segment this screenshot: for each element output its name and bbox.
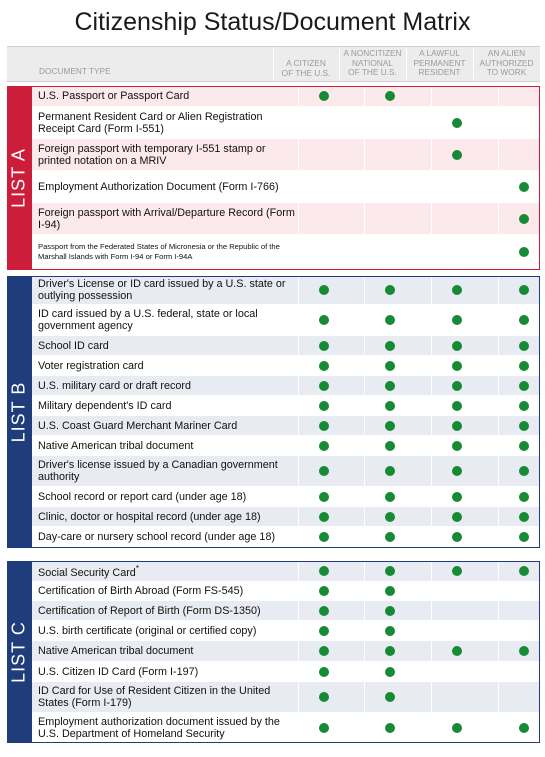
document-type-label: Driver's license issued by a Canadian government authority [38,459,278,483]
column-divider [298,507,299,526]
column-divider [431,527,432,547]
column-divider [364,203,365,234]
column-divider [298,641,299,661]
document-type-label: Military dependent's ID card [38,399,172,412]
column-divider [298,171,299,202]
column-divider [364,356,365,375]
column-divider [298,487,299,506]
list-c-section [7,561,540,743]
eligibility-dot-citizen [319,723,329,733]
header-alien-authorized: AN ALIEN AUTHORIZED TO WORK [479,48,534,77]
table-row [32,436,540,456]
table-row [32,487,540,507]
column-divider [431,601,432,620]
eligibility-dot-citizen [319,401,329,411]
column-divider [498,641,499,661]
column-divider [298,396,299,415]
column-divider [498,235,499,269]
eligibility-dot-alien-authorized [519,566,529,576]
eligibility-dot-citizen [319,315,329,325]
eligibility-dot-permanent-resident [452,315,462,325]
eligibility-dot-permanent-resident [452,466,462,476]
column-divider [498,436,499,455]
eligibility-dot-citizen [319,381,329,391]
column-divider [364,713,365,742]
eligibility-dot-noncitizen [385,466,395,476]
column-divider [431,107,432,138]
column-divider [364,235,365,269]
column-divider [498,86,499,106]
document-type-label: ID Card for Use of Resident Citizen in the United States (Form I-179) [38,685,271,709]
eligibility-dot-permanent-resident [452,492,462,502]
column-divider [364,276,365,304]
eligibility-dot-permanent-resident [452,441,462,451]
table-row [32,601,540,621]
column-divider [364,107,365,138]
column-divider [364,682,365,712]
column-divider [498,487,499,506]
eligibility-dot-permanent-resident [452,532,462,542]
column-divider [298,561,299,581]
eligibility-dot-noncitizen [385,285,395,295]
column-divider [364,527,365,547]
table-row [32,336,540,356]
table-row [32,456,540,487]
eligibility-dot-citizen [319,285,329,295]
column-divider [364,436,365,455]
list-b-label: LIST B [8,381,29,443]
eligibility-dot-noncitizen [385,723,395,733]
list-a-sidebar [7,86,32,270]
eligibility-dot-alien-authorized [519,646,529,656]
eligibility-dot-alien-authorized [519,247,529,257]
document-type-label: Certification of Report of Birth (Form DS-1350) [38,604,261,617]
column-divider [431,713,432,742]
document-type-label: U.S. birth certificate (original or certified copy) [38,624,257,637]
column-divider [364,621,365,640]
column-divider [498,456,499,486]
table-row [32,621,540,641]
document-type-label: U.S. Citizen ID Card (Form I-197) [38,665,199,678]
table-row [32,356,540,376]
table-row [32,235,540,270]
eligibility-dot-permanent-resident [452,361,462,371]
column-divider [498,336,499,355]
eligibility-dot-citizen [319,341,329,351]
column-divider [498,621,499,640]
document-type-label: U.S. Coast Guard Merchant Mariner Card [38,419,238,432]
eligibility-dot-alien-authorized [519,214,529,224]
eligibility-dot-permanent-resident [452,401,462,411]
eligibility-dot-permanent-resident [452,421,462,431]
column-divider [364,376,365,395]
eligibility-dot-alien-authorized [519,421,529,431]
column-divider [431,86,432,106]
column-divider [364,582,365,600]
document-type-label: Permanent Resident Card or Alien Registration Receipt Card (Form I-551) [38,110,263,135]
table-row [32,713,540,743]
column-divider [364,641,365,661]
table-row [32,561,540,582]
list-c-label: LIST C [8,621,29,683]
column-divider [298,682,299,712]
column-divider [431,416,432,435]
column-divider [431,641,432,661]
footnote-marker: * [135,564,139,574]
column-divider [298,436,299,455]
eligibility-dot-permanent-resident [452,150,462,160]
eligibility-dot-noncitizen [385,512,395,522]
column-divider [498,356,499,375]
column-divider [498,396,499,415]
eligibility-dot-alien-authorized [519,492,529,502]
document-type-label: Voter registration card [38,359,144,372]
eligibility-dot-noncitizen [385,606,395,616]
column-divider [431,487,432,506]
column-divider [498,662,499,681]
eligibility-dot-alien-authorized [519,466,529,476]
column-divider [498,376,499,395]
table-row [32,682,540,713]
eligibility-dot-permanent-resident [452,566,462,576]
eligibility-dot-alien-authorized [519,441,529,451]
eligibility-dot-alien-authorized [519,361,529,371]
column-divider [364,86,365,106]
eligibility-dot-permanent-resident [452,341,462,351]
column-divider [431,376,432,395]
column-divider [364,662,365,681]
eligibility-dot-noncitizen [385,401,395,411]
eligibility-dot-noncitizen [385,341,395,351]
column-divider [498,139,499,170]
table-row [32,396,540,416]
eligibility-dot-noncitizen [385,692,395,702]
eligibility-dot-citizen [319,421,329,431]
column-divider [431,456,432,486]
table-row [32,171,540,203]
column-divider [298,601,299,620]
eligibility-dot-alien-authorized [519,723,529,733]
page-title: Citizenship Status/Document Matrix [74,8,471,36]
column-divider [364,416,365,435]
table-row [32,305,540,336]
eligibility-dot-citizen [319,512,329,522]
header-citizen: A CITIZEN OF THE U.S. [281,58,331,78]
column-divider [298,107,299,138]
document-type-label: Certification of Birth Abroad (Form FS-545) [38,585,244,597]
column-divider [364,561,365,581]
eligibility-dot-noncitizen [385,646,395,656]
table-row [32,139,540,171]
column-divider [298,621,299,640]
column-divider [364,456,365,486]
eligibility-dot-alien-authorized [519,381,529,391]
eligibility-dot-permanent-resident [452,381,462,391]
column-divider [298,356,299,375]
document-type-label: Foreign passport with Arrival/Departure Record (Form I-94) [38,206,295,231]
eligibility-dot-permanent-resident [452,646,462,656]
column-divider [364,507,365,526]
eligibility-dot-noncitizen [385,421,395,431]
column-divider [431,396,432,415]
eligibility-dot-noncitizen [385,626,395,636]
eligibility-dot-alien-authorized [519,182,529,192]
eligibility-dot-noncitizen [385,381,395,391]
eligibility-dot-citizen [319,667,329,677]
column-divider [431,436,432,455]
list-a-label: LIST A [8,148,29,208]
eligibility-dot-permanent-resident [452,723,462,733]
table-row [32,507,540,527]
column-divider [298,582,299,600]
table-row [32,662,540,682]
column-divider [298,336,299,355]
column-divider [431,621,432,640]
column-divider [431,356,432,375]
document-type-label: Foreign passport with temporary I-551 stamp or printed notation on a MRIV [38,142,266,167]
table-row [32,582,540,601]
column-divider [298,376,299,395]
column-divider [498,682,499,712]
eligibility-dot-alien-authorized [519,532,529,542]
column-divider [431,171,432,202]
document-type-label: Social Security Card* [38,564,139,579]
column-divider [498,601,499,620]
column-divider [498,107,499,138]
eligibility-dot-noncitizen [385,566,395,576]
document-type-label: Day-care or nursery school record (under age 18) [38,531,276,543]
eligibility-dot-noncitizen [385,492,395,502]
column-divider [498,305,499,335]
table-row [32,376,540,396]
document-type-label: U.S. military card or draft record [38,379,191,392]
eligibility-dot-citizen [319,606,329,616]
eligibility-dot-permanent-resident [452,285,462,295]
eligibility-dot-permanent-resident [452,118,462,128]
column-divider [364,139,365,170]
table-row [32,86,540,107]
column-divider [298,416,299,435]
column-divider [298,276,299,304]
eligibility-dot-citizen [319,692,329,702]
column-divider [364,336,365,355]
table-row [32,641,540,662]
column-divider [364,601,365,620]
list-b-sidebar [7,276,32,548]
table-row [32,276,540,305]
column-divider [431,582,432,600]
table-row [32,203,540,235]
column-divider [298,527,299,547]
header-noncitizen: A NONCITIZEN NATIONAL OF THE U.S. [343,48,402,77]
document-type-label: ID card issued by a U.S. federal, state or local government agency [38,308,258,332]
header-document-type: DOCUMENT TYPE [39,66,111,76]
column-divider [298,203,299,234]
column-divider [431,336,432,355]
column-divider [431,235,432,269]
column-divider [298,456,299,486]
table-row [32,527,540,548]
column-divider [498,507,499,526]
eligibility-dot-noncitizen [385,361,395,371]
column-divider [431,139,432,170]
column-divider [298,139,299,170]
column-divider [498,203,499,234]
eligibility-dot-citizen [319,361,329,371]
column-divider [431,305,432,335]
document-type-label: Passport from the Federated States of Micronesia or the Republic of the Marshall Islands with Form I-94 or Form I-94A [38,242,280,261]
eligibility-dot-citizen [319,646,329,656]
eligibility-dot-citizen [319,566,329,576]
column-headers [7,46,540,82]
eligibility-dot-alien-authorized [519,512,529,522]
document-type-label: Native American tribal document [38,645,194,657]
document-type-label: Employment Authorization Document (Form I-766) [38,180,279,193]
column-divider [498,561,499,581]
eligibility-dot-citizen [319,466,329,476]
column-divider [431,203,432,234]
column-divider [298,235,299,269]
document-type-label: Clinic, doctor or hospital record (under age 18) [38,510,261,523]
document-type-label: School ID card [38,339,109,352]
column-divider [498,713,499,742]
document-type-label: School record or report card (under age 18) [38,490,247,503]
column-divider [498,527,499,547]
column-divider [498,416,499,435]
document-type-label: Employment authorization document issued by the U.S. Department of Homeland Security [38,715,280,740]
table-row [32,107,540,139]
column-divider [298,305,299,335]
column-divider [498,276,499,304]
column-divider [298,86,299,106]
list-a-section [7,86,540,270]
eligibility-dot-permanent-resident [452,512,462,522]
column-divider [298,713,299,742]
column-divider [498,171,499,202]
document-type-label: Native American tribal document [38,439,194,452]
eligibility-dot-noncitizen [385,91,395,101]
column-divider [431,507,432,526]
eligibility-dot-citizen [319,532,329,542]
eligibility-dot-citizen [319,492,329,502]
document-type-label: U.S. Passport or Passport Card [38,90,190,102]
column-divider [364,171,365,202]
eligibility-dot-citizen [319,91,329,101]
eligibility-dot-noncitizen [385,315,395,325]
eligibility-dot-citizen [319,626,329,636]
list-b-section [7,276,540,548]
eligibility-dot-noncitizen [385,667,395,677]
column-divider [498,582,499,600]
column-divider [431,682,432,712]
column-divider [431,276,432,304]
eligibility-dot-alien-authorized [519,315,529,325]
column-divider [431,662,432,681]
table-row [32,416,540,436]
eligibility-dot-alien-authorized [519,341,529,351]
header-permanent-resident: A LAWFUL PERMANENT RESIDENT [413,48,466,77]
document-type-label: Driver's License or ID card issued by a U.S. state or outlying possession [38,278,286,302]
list-c-sidebar [7,561,32,743]
column-divider [364,487,365,506]
eligibility-dot-noncitizen [385,586,395,596]
eligibility-dot-alien-authorized [519,285,529,295]
eligibility-dot-noncitizen [385,532,395,542]
eligibility-dot-alien-authorized [519,401,529,411]
eligibility-dot-noncitizen [385,441,395,451]
column-divider [364,396,365,415]
column-divider [298,662,299,681]
column-divider [364,305,365,335]
eligibility-dot-citizen [319,586,329,596]
column-divider [431,561,432,581]
eligibility-dot-citizen [319,441,329,451]
